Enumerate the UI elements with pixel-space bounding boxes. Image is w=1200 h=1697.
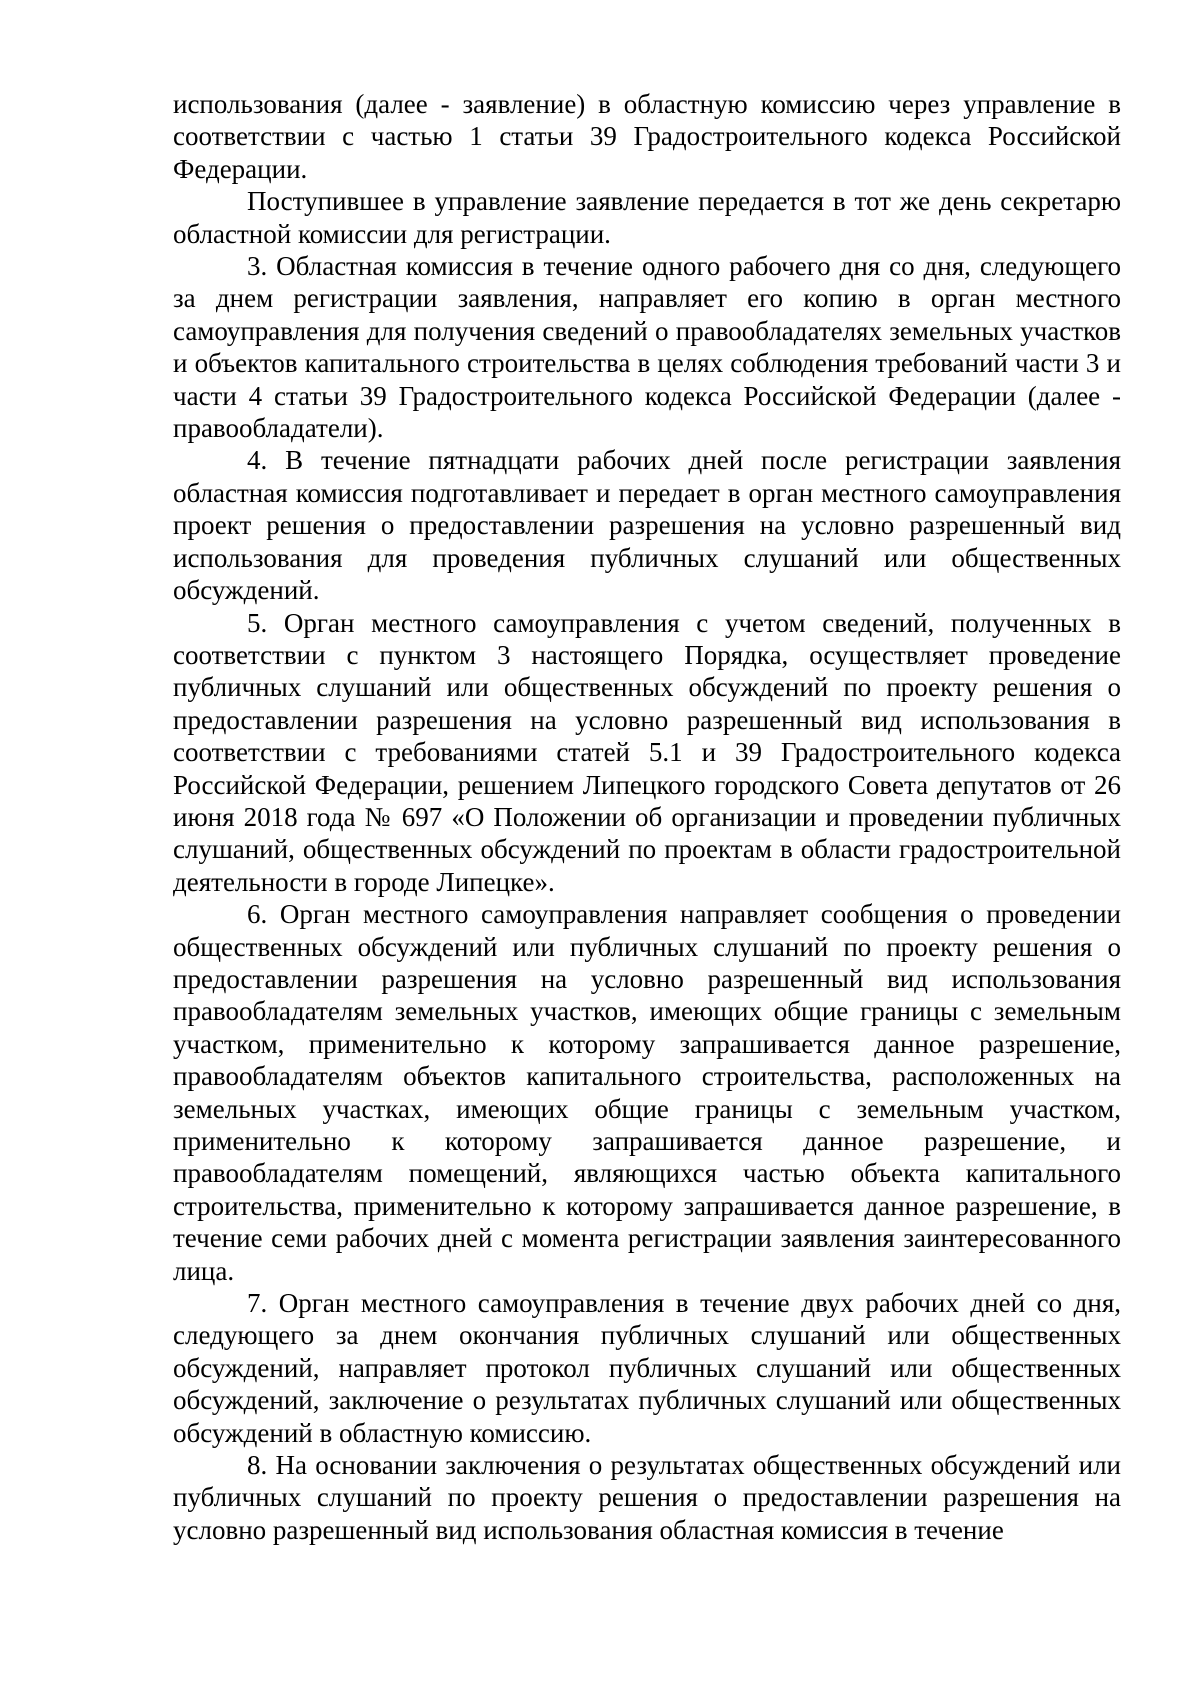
- paragraph-7: 7. Орган местного самоуправления в течение двух рабочих дней со дня, следующего за днем окончания публичных слушаний или общественных обсуждений, направляет протокол публичных слушаний или общественных обсуждений, заключение о результатах публичных слушаний или общественных обсуждений в областную комиссию.: [173, 1288, 1121, 1448]
- paragraph-6: 6. Орган местного самоуправления направляет сообщения о проведении общественных обсуждений или публичных слушаний по проекту решения о предоставлении разрешения на условно разрешенный вид использования правообладателям земельных участков, имеющих общие границы с земельным участком, применительно к которому запрашивается данное разрешение, правообладателям объектов капитального строительства, расположенных на земельных участках, имеющих общие границы с земельным участком, применительно к которому запрашивается данное разрешение, и правообладателям помещений, являющихся частью объекта капитального строительства, применительно к которому запрашивается данное разрешение, в течение семи рабочих дней с момента регистрации заявления заинтересованного лица.: [173, 899, 1121, 1286]
- paragraph-8: 8. На основании заключения о результатах общественных обсуждений или публичных слушаний по проекту решения о предоставлении разрешения на условно разрешенный вид использования областная комиссия в течение: [173, 1450, 1121, 1545]
- paragraph-1: использования (далее - заявление) в областную комиссию через управление в соответствии с частью 1 статьи 39 Градостроительного кодекса Российской Федерации.: [173, 89, 1121, 184]
- paragraph-4: 4. В течение пятнадцати рабочих дней после регистрации заявления областная комиссия подготавливает и передает в орган местного самоуправления проект решения о предоставлении разрешения на условно разрешенный вид использования для проведения публичных слушаний или общественных обсуждений.: [173, 445, 1121, 606]
- paragraph-2: Поступившее в управление заявление передается в тот же день секретарю областной комиссии для регистрации.: [173, 186, 1121, 249]
- document-page: [173, 88, 1121, 1546]
- paragraph-5: 5. Орган местного самоуправления с учетом сведений, полученных в соответствии с пунктом 3 настоящего Порядка, осуществляет проведение публичных слушаний или общественных обсуждений по проекту решения о предоставлении разрешения на условно разрешенный вид использования в соответствии с требованиями статей 5.1 и 39 Градостроительного кодекса Российской Федерации, решением Липецкого городского Совета депутатов от 26 июня 2018 года № 697 «О Положении об организации и проведении публичных слушаний, общественных обсуждений по проектам в области градостроительной деятельности в городе Липецке».: [173, 607, 1121, 897]
- paragraph-3: 3. Областная комиссия в течение одного рабочего дня со дня, следующего за днем регистрации заявления, направляет его копию в орган местного самоуправления для получения сведений о правообладателях земельных участков и объектов капитального строительства в целях соблюдения требований части 3 и части 4 статьи 39 Градостроительного кодекса Российской Федерации (далее - правообладатели).: [173, 251, 1121, 444]
